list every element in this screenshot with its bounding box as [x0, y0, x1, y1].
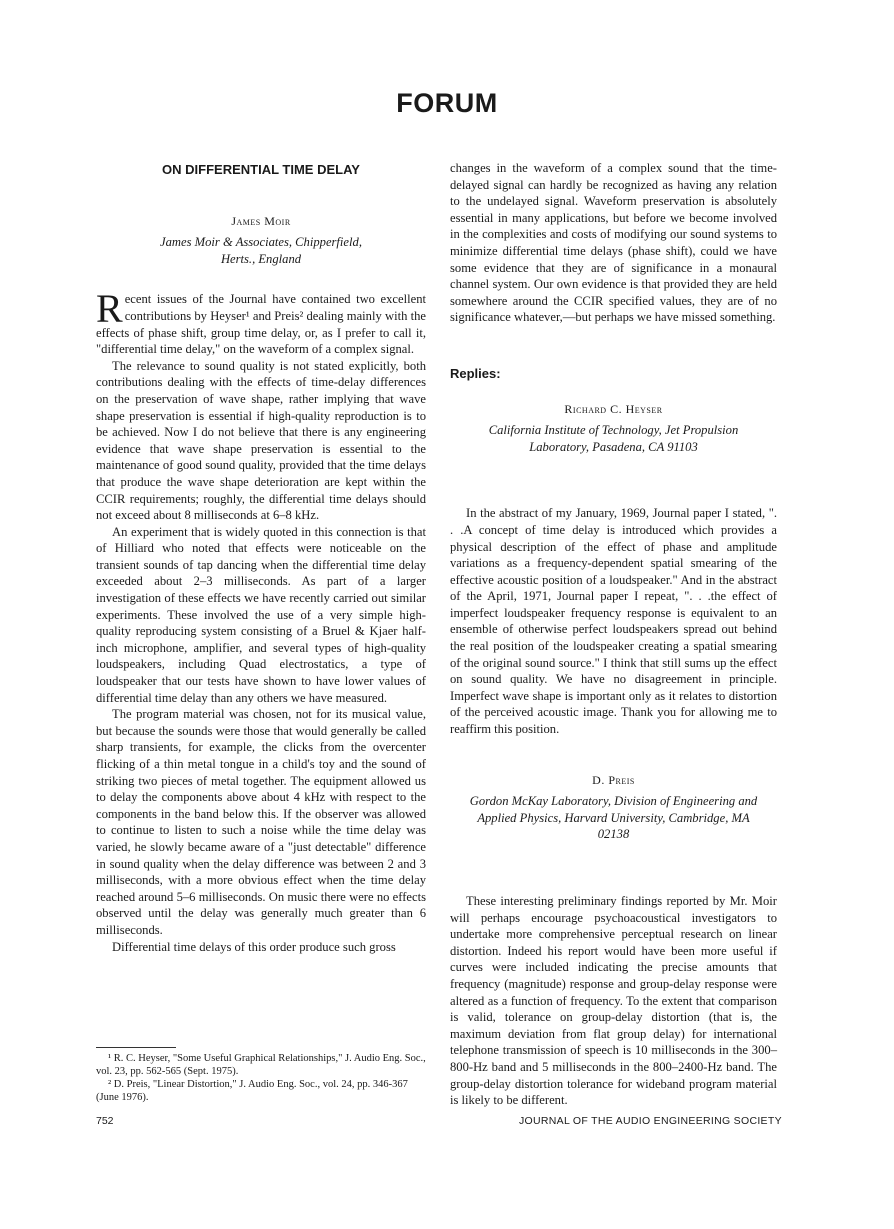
affiliation-line: Gordon McKay Laboratory, Division of Engineering and: [469, 794, 758, 809]
affiliation-line: California Institute of Technology, Jet Propulsion: [488, 423, 739, 438]
affiliation-line: 02138: [597, 827, 630, 842]
paragraph: [96, 286, 426, 357]
affiliation-line: James Moir & Associates, Chipperfield,: [160, 235, 362, 250]
affiliation-line: Laboratory, Pasadena, CA 91103: [529, 439, 698, 454]
right-column: [450, 160, 777, 1109]
drop-cap: R: [96, 286, 123, 332]
left-column: [96, 160, 426, 955]
page-number: 752: [96, 1115, 114, 1127]
paragraph: The program material was chosen, not for its musical value, but because the sounds were those that would generally be called sharp transients, for example, the clicks from the overcenter flicking of a thin metal tongue in a child's toy and the sound of striking two pieces of metal together. The equipment allowed us to delay the components above about 4 kHz with respect to the components in the band below this. If the observer was allowed to continue to listen to such a noise while the time delay was varied, he slowly became aware of a "just detectable" difference in sound quality when the delay difference was between 2 and 3 milliseconds, with a more obvious effect when the time delay reached around 5–6 milliseconds. On music there were no effects observed until the delay was generally much greater than 6 milliseconds.: [96, 707, 426, 937]
reply-author-preis: D. Preis: [592, 772, 635, 787]
reply-affiliation-heyser: [450, 422, 777, 455]
affiliation-line: Herts., England: [220, 251, 302, 266]
article-title: ON DIFFERENTIAL TIME DELAY: [162, 162, 360, 177]
reply-text-heyser: In the abstract of my January, 1969, Journal paper I stated, ". . .A concept of time delay is introduced which provides a physical description of the effect of phase and amplitude variations as a frequency-dependent spatial smearing of the effective acoustic position of a loudspeaker." And in the abstract of the April, 1971, Journal paper I repeat, ". . .the effect of imperfect loudspeaker frequency response is equivalent to an ensemble of otherwise perfect loudspeakers spread out behind the real position of the loudspeaker creating a spatial smearing of the original sound source." I think that still sums up the effect on sound quality. We have no disagreement in principle. Imperfect wave shape is important only as it relates to distortion of the perceived acoustic image. Thank you for allowing me to reaffirm this position.: [450, 506, 777, 737]
paragraph-text: ecent issues of the Journal have contained two excellent contributions by Heyser¹ and Preis² dealing mainly with the effects of phase shift, group time delay, or, as I prefer to call it, "differential time delay," on the waveform of a complex signal.: [96, 292, 426, 357]
footnote-rule: [96, 1047, 176, 1048]
paragraph: Differential time delays of this order produce such gross: [112, 939, 396, 954]
footnotes: [96, 1052, 426, 1104]
footnote: ² D. Preis, "Linear Distortion," J. Audio Eng. Soc., vol. 24, pp. 346-367 (June 1976).: [96, 1079, 408, 1103]
footnote: ¹ R. C. Heyser, "Some Useful Graphical Relationships," J. Audio Eng. Soc., vol. 23, pp. 562-565 (Sept. 1975).: [96, 1053, 426, 1077]
paragraph: changes in the waveform of a complex sound that the time-delayed signal can hardly be recognized as having any relation to the undelayed signal. Waveform preservation is absolutely essential in many applications, but before we become involved in the complexities and costs of modifying our sound systems to minimize differential time delays (phase shift), could we have some evidence that they are of significance in a monaural channel system. Our own evidence is that provided they are held somewhere around the CCIR specified values, they are of no significance whatever,—but perhaps we have missed something.: [450, 161, 777, 325]
article-author: James Moir: [231, 213, 291, 228]
article-affiliation: [96, 234, 426, 267]
paragraph: An experiment that is widely quoted in this connection is that of Hilliard who noted that effects were noticeable on the transient sounds of tap dancing when the differential time delay exceeded about 2–3 milliseconds. As part of a larger investigation of these effects we have recently carried out similar experiments. These involved the use of a very simple high-quality reproducing system consisting of a Bruel & Kjaer half-inch microphone, amplifier, and several types of high-quality loudspeakers, including Quad electrostatics, a type of loudspeaker that our tests have shown to have lower values of differential time delay than any others we have measured.: [96, 524, 426, 705]
replies-heading: Replies:: [450, 365, 501, 381]
paragraph: The relevance to sound quality is not stated explicitly, both contributions dealing with the effects of time-delay differences on the preservation of wave shape, rather implying that wave shape preservation is essential if high-quality reproduction is to be achieved. Now I do not believe that there is any engineering evidence that wave shape preservation is essential to the maintenance of good sound quality, provided that the time delays that produce the wave shape deterioration are kept within the CCIR requirements; roughly, the differential time delays should not exceed about 8 milliseconds at 6–8 kHz.: [96, 358, 426, 523]
journal-name: JOURNAL OF THE AUDIO ENGINEERING SOCIETY: [519, 1115, 782, 1127]
reply-affiliation-preis: [450, 793, 777, 843]
reply-text-preis: These interesting preliminary findings reported by Mr. Moir will perhaps encourage psychoacoustical investigators to undertake more comprehensive perceptual research on linear distortion. Indeed his report would have been more useful if curves were included indicating the precise amounts that frequency (magnitude) response and group-delay response were altered as a function of frequency. To the extent that comparison is valid, tolerance on group-delay distortion (that is, the maximum deviation from flat group delay) for international telephone transmission of speech is 10 milliseconds in the 300–800-Hz band and 5 milliseconds in the 800–2400-Hz band. The group-delay distortion tolerance for wideband program material is likely to be different.: [450, 894, 777, 1108]
reply-author-heyser: Richard C. Heyser: [564, 401, 663, 416]
affiliation-line: Applied Physics, Harvard University, Cambridge, MA: [477, 810, 750, 825]
forum-heading: FORUM: [396, 88, 498, 118]
